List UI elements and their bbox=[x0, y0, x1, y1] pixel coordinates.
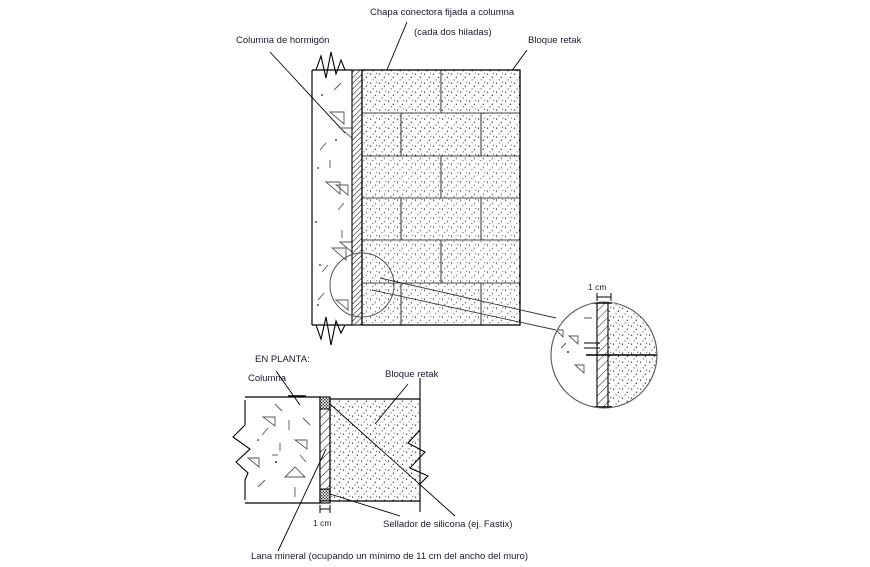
detail-callout bbox=[551, 282, 657, 408]
plan-concrete-hatch bbox=[248, 404, 310, 497]
connector-tie-marks bbox=[336, 128, 352, 310]
label-dim-1cm-planta: 1 cm bbox=[313, 518, 332, 528]
plan-sealant-top bbox=[320, 397, 330, 409]
label-chapa-conectora-2: (cada dos hiladas) bbox=[414, 27, 492, 38]
label-bloque-retak-top: Bloque retak bbox=[528, 35, 582, 46]
elevation-column bbox=[312, 52, 352, 345]
break-line-top bbox=[316, 52, 345, 78]
plan-block bbox=[330, 399, 420, 501]
elevation-block-wall bbox=[362, 70, 520, 325]
dimension-1cm-plan bbox=[320, 505, 330, 513]
plan-sealant-bottom bbox=[320, 489, 330, 501]
plan-connector-plate bbox=[320, 397, 330, 503]
label-lana-mineral: Lana mineral (ocupando un mínimo de 11 cm del ancho del muro) bbox=[251, 551, 529, 562]
break-line-bottom bbox=[316, 317, 345, 345]
label-bloque-retak-planta: Bloque retak bbox=[385, 369, 439, 380]
plan-view bbox=[233, 378, 428, 528]
label-sellador: Sellador de silicona (ej. Fastix) bbox=[383, 519, 513, 530]
label-dim-1cm-detalle: 1 cm bbox=[588, 282, 607, 292]
dimension-1cm-detail bbox=[597, 293, 611, 301]
plan-break-line-left bbox=[233, 400, 250, 500]
elevation-connector-plate bbox=[352, 70, 362, 325]
label-columna-planta: Columna bbox=[248, 373, 287, 384]
label-en-planta: EN PLANTA: bbox=[255, 354, 310, 365]
concrete-hatch-symbols bbox=[318, 83, 346, 300]
label-columna-hormigon: Columna de hormigón bbox=[236, 35, 330, 46]
concrete-dots bbox=[315, 94, 337, 306]
label-chapa-conectora: Chapa conectora fijada a columna bbox=[370, 7, 515, 18]
